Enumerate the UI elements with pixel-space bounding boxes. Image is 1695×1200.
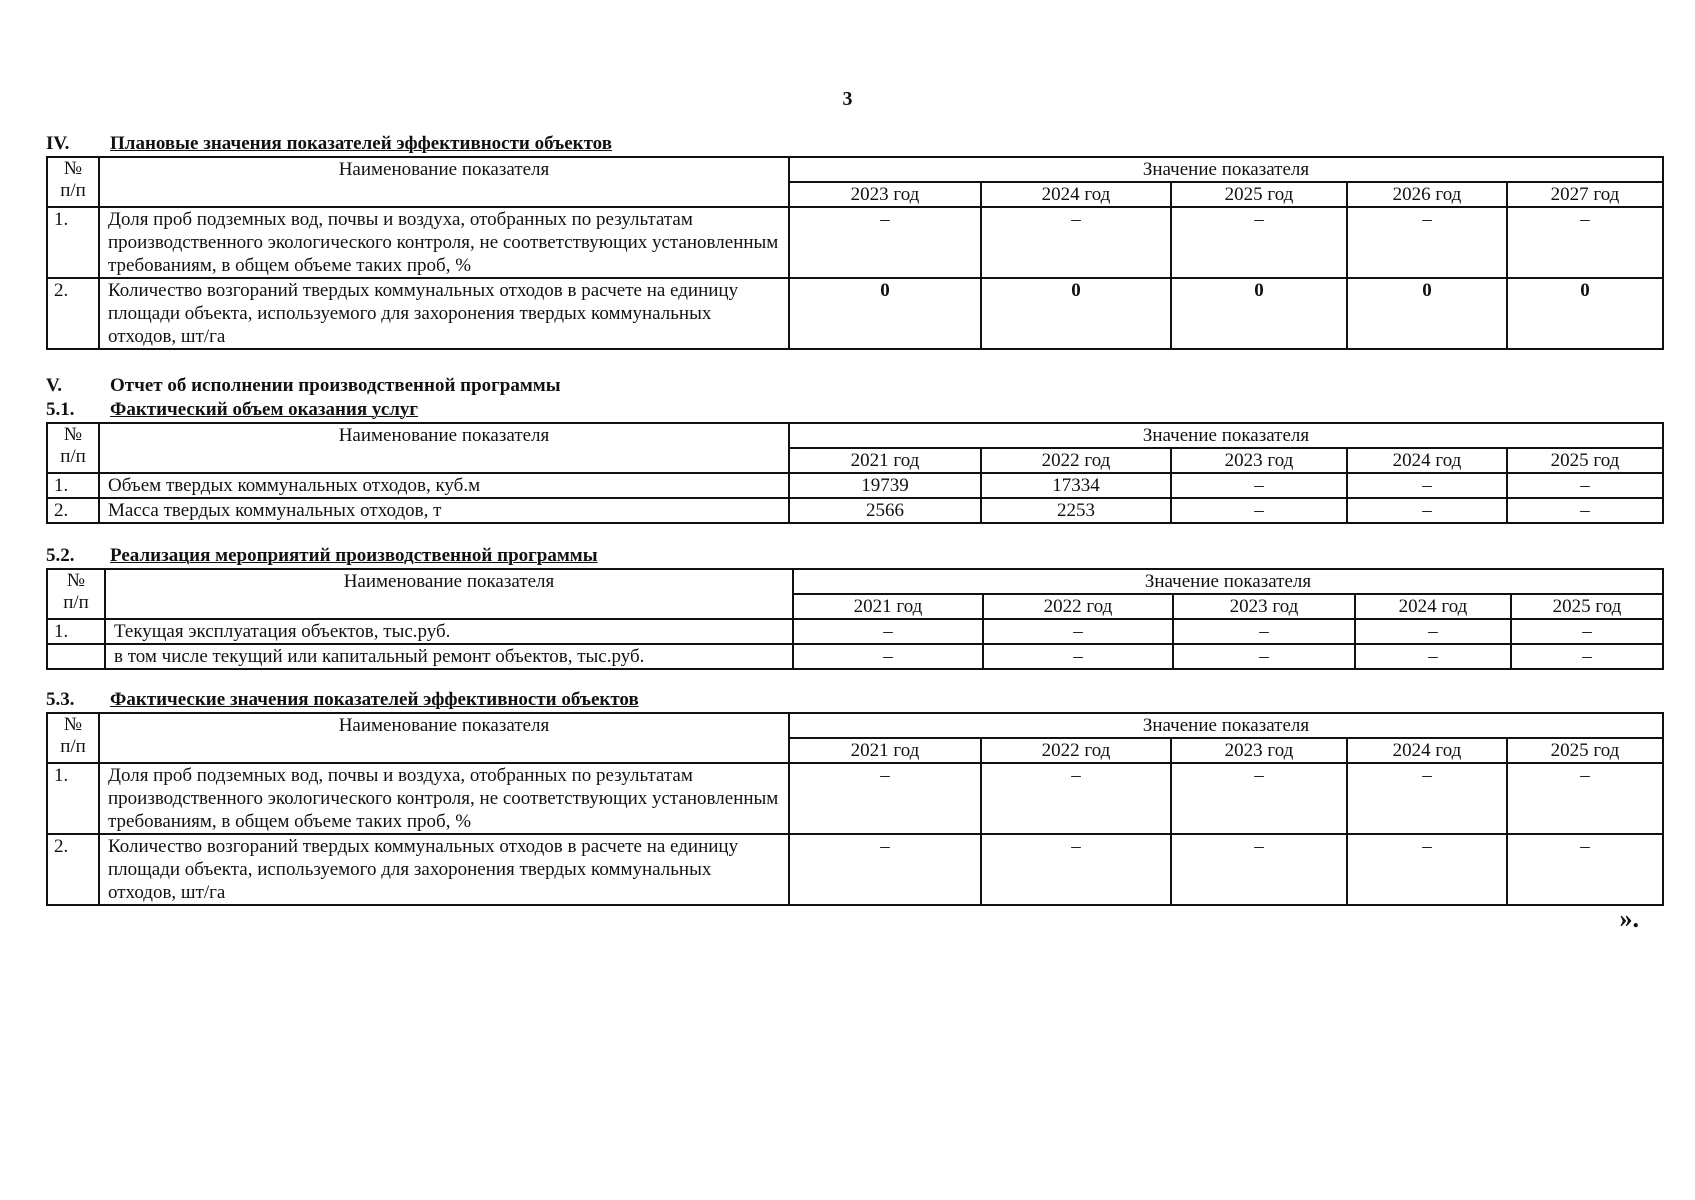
year-header: 2022 год (981, 738, 1171, 763)
year-header: 2021 год (793, 594, 983, 619)
table-row (47, 278, 1663, 349)
section-53-heading (46, 688, 1662, 712)
value-cell: 2253 (981, 498, 1171, 523)
col-value-header: Значение показателя (789, 713, 1663, 738)
value-cell: 0 (789, 278, 981, 349)
year-header: 2023 год (1173, 594, 1355, 619)
col-number-header: № п/п (47, 569, 105, 619)
year-header: 2024 год (1347, 738, 1507, 763)
section-52 (46, 544, 1662, 670)
col-value-header: Значение показателя (789, 157, 1663, 182)
value-cell: – (1507, 207, 1663, 278)
section-51-heading (46, 398, 1662, 422)
value-cell: – (789, 763, 981, 834)
col-number-header: № п/п (47, 713, 99, 763)
indicator-name: в том числе текущий или капитальный ремонт объектов, тыс.руб. (105, 644, 793, 669)
col-name-header: Наименование показателя (99, 423, 789, 473)
value-cell: – (1171, 763, 1347, 834)
section-number: V. (46, 375, 63, 396)
indicator-name: Количество возгораний твердых коммунальных отходов в расчете на единицу площади объекта, используемого для захоронения твердых коммунальных отходов, шт/га (99, 834, 789, 905)
section-52-heading (46, 544, 1662, 568)
value-cell: 0 (1507, 278, 1663, 349)
year-header: 2022 год (981, 448, 1171, 473)
value-cell: – (1355, 644, 1511, 669)
section-number: 5.1. (46, 399, 75, 420)
value-cell: – (983, 619, 1173, 644)
value-cell: – (1355, 619, 1511, 644)
row-number: 1. (47, 619, 105, 644)
closing-quote: ». (1619, 904, 1639, 933)
table-row (47, 763, 1663, 834)
col-name-header: Наименование показателя (99, 157, 789, 207)
section-53 (46, 688, 1662, 906)
col-number-header: № п/п (47, 423, 99, 473)
table-row (47, 619, 1663, 644)
value-cell: 2566 (789, 498, 981, 523)
year-header: 2023 год (789, 182, 981, 207)
year-header: 2026 год (1347, 182, 1507, 207)
year-header: 2025 год (1507, 448, 1663, 473)
value-cell: – (1511, 644, 1663, 669)
value-cell: – (789, 834, 981, 905)
section-number: IV. (46, 133, 70, 154)
page-number: 3 (842, 88, 853, 110)
year-header: 2021 год (789, 738, 981, 763)
service-volume-table (46, 422, 1664, 524)
section-5 (46, 374, 1662, 524)
value-cell: – (1171, 473, 1347, 498)
col-number-header: № п/п (47, 157, 99, 207)
col-value-header: Значение показателя (789, 423, 1663, 448)
row-number: 1. (47, 763, 99, 834)
value-cell: – (789, 207, 981, 278)
year-header: 2021 год (789, 448, 981, 473)
table-row (47, 498, 1663, 523)
year-header: 2025 год (1511, 594, 1663, 619)
year-header: 2024 год (1347, 448, 1507, 473)
value-cell: – (1173, 644, 1355, 669)
indicator-name: Масса твердых коммунальных отходов, т (99, 498, 789, 523)
indicator-name: Объем твердых коммунальных отходов, куб.м (99, 473, 789, 498)
year-header: 2025 год (1507, 738, 1663, 763)
section-4-heading (46, 132, 1662, 156)
value-cell: – (1171, 834, 1347, 905)
value-cell: – (1347, 834, 1507, 905)
program-measures-table (46, 568, 1664, 670)
section-title: Реализация мероприятий производственной программы (110, 545, 598, 566)
value-cell: 19739 (789, 473, 981, 498)
value-cell: – (1507, 498, 1663, 523)
row-number: 1. (47, 207, 99, 278)
row-number: 2. (47, 834, 99, 905)
year-header: 2025 год (1171, 182, 1347, 207)
value-cell: 17334 (981, 473, 1171, 498)
section-title: Плановые значения показателей эффективности объектов (110, 133, 612, 154)
indicator-name: Доля проб подземных вод, почвы и воздуха, отобранных по результатам производственного экологического контроля, не соответствующих установленным требованиям, в общем объеме таких проб, % (99, 207, 789, 278)
value-cell: – (1173, 619, 1355, 644)
value-cell: – (793, 644, 983, 669)
row-number: 2. (47, 498, 99, 523)
indicator-name: Количество возгораний твердых коммунальных отходов в расчете на единицу площади объекта, используемого для захоронения твердых коммунальных отходов, шт/га (99, 278, 789, 349)
section-number: 5.3. (46, 689, 75, 710)
value-cell: – (1507, 763, 1663, 834)
year-header: 2023 год (1171, 448, 1347, 473)
year-header: 2024 год (981, 182, 1171, 207)
year-header: 2027 год (1507, 182, 1663, 207)
section-5-heading (46, 374, 1662, 398)
year-header: 2024 год (1355, 594, 1511, 619)
col-name-header: Наименование показателя (99, 713, 789, 763)
col-value-header: Значение показателя (793, 569, 1663, 594)
section-title: Фактические значения показателей эффективности объектов (110, 689, 639, 710)
value-cell: 0 (1347, 278, 1507, 349)
value-cell: – (1171, 207, 1347, 278)
actual-indicators-table (46, 712, 1664, 906)
table-row (47, 473, 1663, 498)
value-cell: – (1507, 473, 1663, 498)
value-cell: – (981, 207, 1171, 278)
row-number: 2. (47, 278, 99, 349)
value-cell: – (1347, 763, 1507, 834)
value-cell: – (793, 619, 983, 644)
section-title: Фактический объем оказания услуг (110, 399, 419, 420)
col-name-header: Наименование показателя (105, 569, 793, 619)
planned-indicators-table (46, 156, 1664, 350)
row-number: 1. (47, 473, 99, 498)
value-cell: – (1511, 619, 1663, 644)
value-cell: – (1347, 207, 1507, 278)
year-header: 2022 год (983, 594, 1173, 619)
indicator-name: Доля проб подземных вод, почвы и воздуха, отобранных по результатам производственного экологического контроля, не соответствующих установленным требованиям, в общем объеме таких проб, % (99, 763, 789, 834)
section-number: 5.2. (46, 545, 75, 566)
value-cell: – (1507, 834, 1663, 905)
value-cell: – (1347, 473, 1507, 498)
value-cell: 0 (981, 278, 1171, 349)
table-row (47, 207, 1663, 278)
value-cell: – (981, 763, 1171, 834)
row-number (47, 644, 105, 669)
section-4 (46, 132, 1662, 350)
value-cell: – (1171, 498, 1347, 523)
value-cell: – (983, 644, 1173, 669)
section-title: Отчет об исполнении производственной программы (110, 375, 561, 396)
value-cell: 0 (1171, 278, 1347, 349)
table-row (47, 644, 1663, 669)
indicator-name: Текущая эксплуатация объектов, тыс.руб. (105, 619, 793, 644)
value-cell: – (1347, 498, 1507, 523)
value-cell: – (981, 834, 1171, 905)
year-header: 2023 год (1171, 738, 1347, 763)
table-row (47, 834, 1663, 905)
